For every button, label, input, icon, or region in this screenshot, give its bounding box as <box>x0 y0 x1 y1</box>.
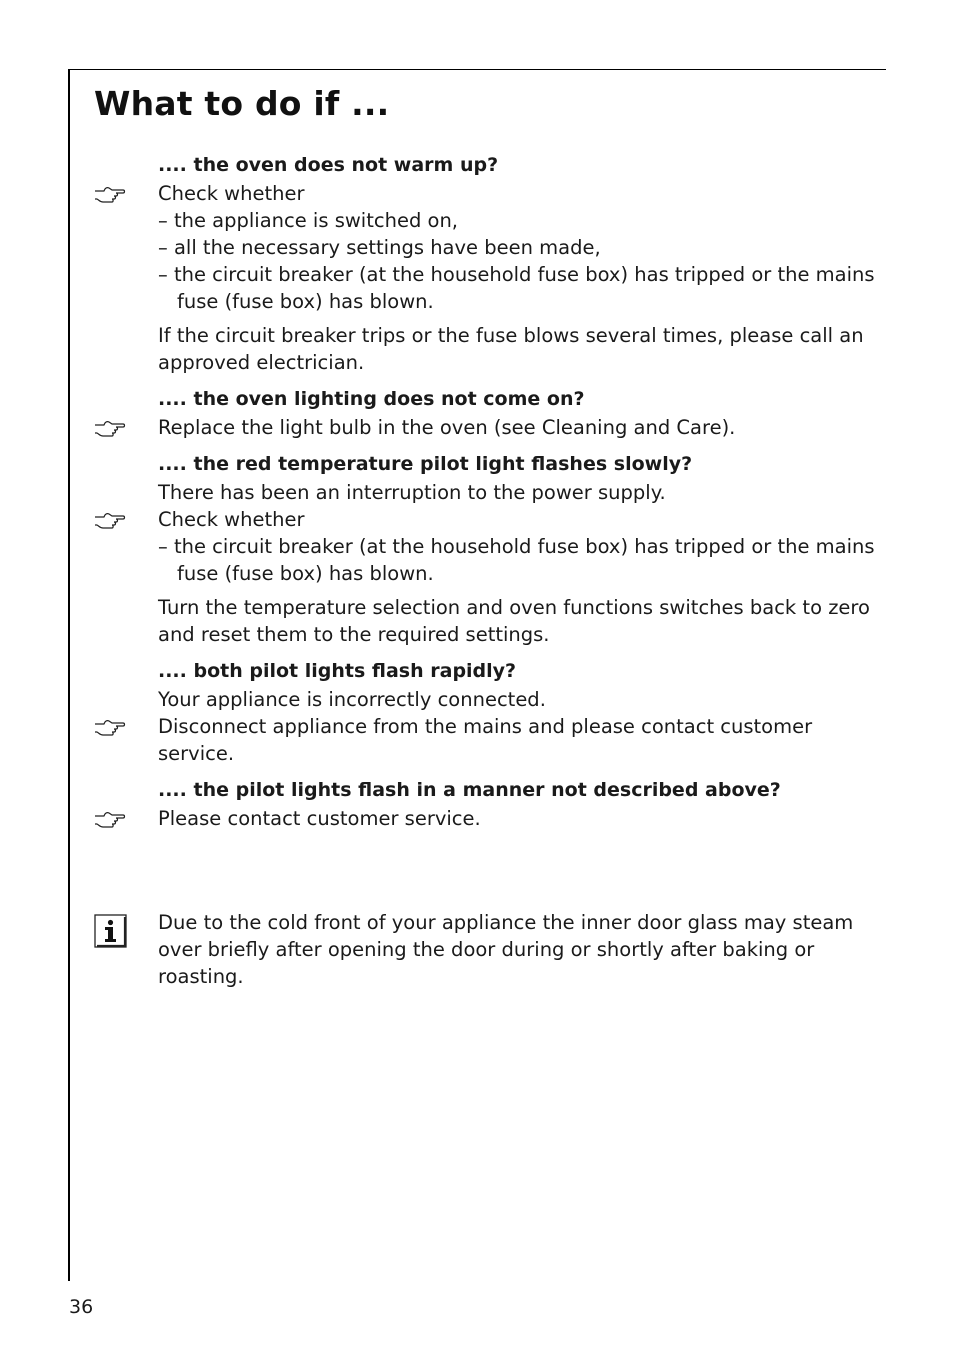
info-icon <box>94 914 127 948</box>
page-number: 36 <box>69 1296 94 1318</box>
pointing-hand-icon <box>94 718 126 736</box>
cause-text: There has been an interruption to the power supply. <box>158 481 666 504</box>
check-whether-text: Check whether <box>158 182 305 205</box>
action-text: Disconnect appliance from the mains and please contact customer service. <box>158 715 813 765</box>
section-heading-oven-lighting: .... the oven lighting does not come on? <box>158 388 585 410</box>
section-heading-red-pilot-slow: .... the red temperature pilot light flashes slowly? <box>158 453 693 475</box>
top-rule <box>68 69 886 70</box>
action-text: Replace the light bulb in the oven (see Cleaning and Care). <box>158 416 736 439</box>
step-disconnect <box>158 713 878 767</box>
pointing-hand-icon <box>94 419 126 437</box>
page-title: What to do if ... <box>94 84 390 123</box>
section-heading-oven-not-warm: .... the oven does not warm up? <box>158 154 499 176</box>
section-note: Turn the temperature selection and oven functions switches back to zero and reset them to the required settings. <box>158 596 870 646</box>
info-note <box>158 909 878 990</box>
action-text: Please contact customer service. <box>158 807 481 830</box>
section-heading-pilots-other: .... the pilot lights flash in a manner not described above? <box>158 779 781 801</box>
step-check-red-pilot <box>158 506 878 533</box>
troubleshooting-content <box>158 150 878 832</box>
step-contact-service <box>158 805 878 832</box>
check-whether-text: Check whether <box>158 508 305 531</box>
step-check-oven-not-warm <box>158 180 878 207</box>
section-note: If the circuit breaker trips or the fuse blows several times, please call an approved electrician. <box>158 324 864 374</box>
check-item: – all the necessary settings have been made, <box>158 236 601 259</box>
check-item: – the circuit breaker (at the household fuse box) has tripped or the mains fuse (fuse box) has blown. <box>158 535 875 585</box>
step-replace-bulb <box>158 414 878 441</box>
info-text: Due to the cold front of your appliance the inner door glass may steam over briefly after opening the door during or shortly after baking or roasting. <box>158 911 854 988</box>
cause-text: Your appliance is incorrectly connected. <box>158 688 546 711</box>
section-heading-both-pilots-rapid: .... both pilot lights flash rapidly? <box>158 660 517 682</box>
check-item: – the circuit breaker (at the household fuse box) has tripped or the mains fuse (fuse box) has blown. <box>158 263 875 313</box>
check-item: – the appliance is switched on, <box>158 209 459 232</box>
left-rule <box>68 69 70 1281</box>
pointing-hand-icon <box>94 511 126 529</box>
pointing-hand-icon <box>94 185 126 203</box>
pointing-hand-icon <box>94 810 126 828</box>
